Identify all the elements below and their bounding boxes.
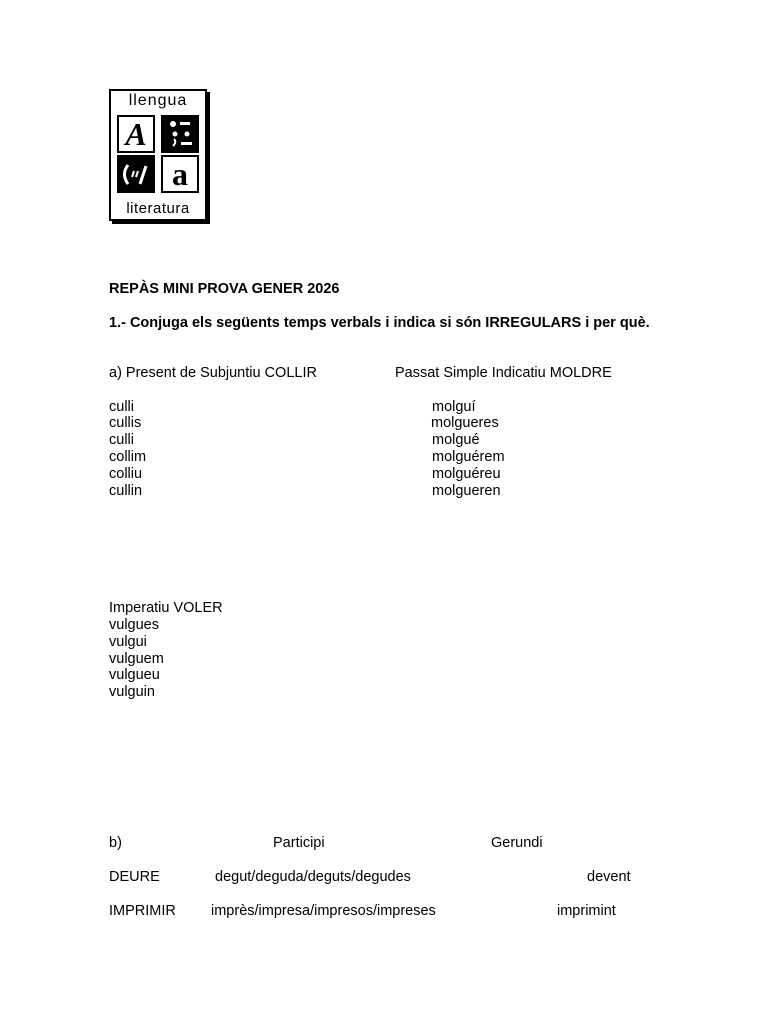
logo (109, 89, 207, 221)
list-item: culli (109, 399, 134, 415)
verb-cell: DEURE (109, 869, 160, 885)
list-item: vulguin (109, 684, 155, 700)
document-title: REPÀS MINI PROVA GENER 2026 (109, 281, 340, 297)
logo-tile-upper-a: A (117, 115, 155, 153)
list-item: molguí (432, 399, 476, 415)
gerundi-cell: imprimint (557, 903, 616, 919)
list-item: molgueres (431, 415, 499, 431)
list-item: cullis (109, 415, 142, 431)
list-item: cullin (109, 483, 143, 499)
list-item: vulguem (109, 651, 164, 667)
gerundi-header: Gerundi (491, 835, 543, 851)
list-item: molguérem (432, 449, 505, 465)
list-item: molguéreu (432, 466, 501, 482)
list-item: collim (109, 449, 147, 465)
list-item: vulgueu (109, 667, 160, 683)
list-item: colliu (109, 466, 143, 482)
logo-top-text: llengua (128, 92, 188, 109)
participi-cell: degut/deguda/deguts/degudes (215, 869, 411, 885)
logo-tile-lower-a: a (161, 155, 199, 193)
logo-tile-quote-icon (117, 155, 155, 193)
list-item: vulgues (109, 617, 159, 633)
logo-bottom-text: literatura (126, 200, 190, 217)
imperatiu-voler-title: Imperatiu VOLER (109, 600, 223, 616)
section-b-label: b) (109, 835, 122, 851)
participi-cell: imprès/impresa/impresos/impreses (211, 903, 436, 919)
list-item: molgueren (432, 483, 501, 499)
list-item: vulgui (109, 634, 147, 650)
gerundi-cell: devent (587, 869, 631, 885)
section-a-label-collir: a) Present de Subjuntiu COLLIR (109, 365, 317, 381)
question-1: 1.- Conjuga els següents temps verbals i indica si són IRREGULARS i per què. (109, 315, 650, 331)
list-item: culli (109, 432, 134, 448)
list-item: molgué (432, 432, 480, 448)
verb-cell: IMPRIMIR (109, 903, 176, 919)
participi-header: Participi (273, 835, 325, 851)
section-a-label-moldre: Passat Simple Indicatiu MOLDRE (395, 365, 612, 381)
logo-tile-punctuation-icon (161, 115, 199, 153)
